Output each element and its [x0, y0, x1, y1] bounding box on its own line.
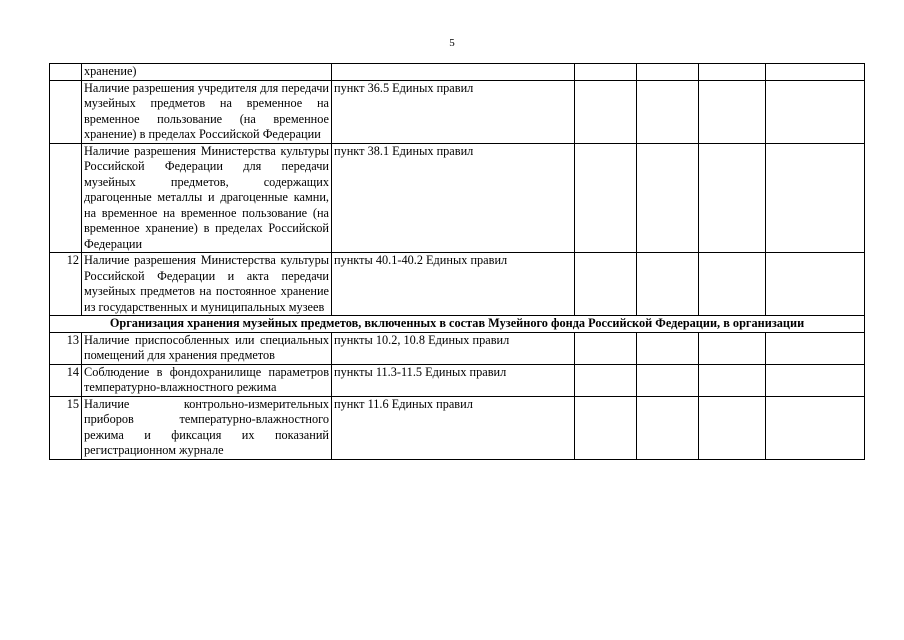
- empty-cell: [766, 80, 865, 143]
- reference-text: пункт 11.6 Единых правил: [332, 396, 575, 459]
- table-row: [50, 143, 865, 253]
- empty-cell: [766, 396, 865, 459]
- empty-cell: [699, 253, 766, 316]
- empty-cell: [699, 80, 766, 143]
- empty-cell: [575, 64, 637, 81]
- requirement-text: Соблюдение в фондохранилище параметров температурно-влажностного режима: [82, 364, 332, 396]
- empty-cell: [575, 332, 637, 364]
- requirement-text: хранение): [82, 64, 332, 81]
- row-number: 12: [50, 253, 82, 316]
- empty-cell: [575, 143, 637, 253]
- table-row: [50, 396, 865, 459]
- section-heading: Организация хранения музейных предметов, включенных в состав Музейного фонда Российской Федерации, в организации: [50, 316, 865, 333]
- requirement-text: Наличие контрольно-измерительных приборов температурно-влажностного режима и фиксация их показаний регистрационном журнале: [82, 396, 332, 459]
- table-row: [50, 64, 865, 81]
- reference-text: пункт 38.1 Единых правил: [332, 143, 575, 253]
- reference-text: пункт 36.5 Единых правил: [332, 80, 575, 143]
- requirement-text: Наличие разрешения Министерства культуры Российской Федерации и акта передачи музейных предметов на постоянное хранение из государственных и муниципальных музеев: [82, 253, 332, 316]
- requirement-text: Наличие разрешения Министерства культуры Российской Федерации для передачи музейных предметов, содержащих драгоценные металлы и драгоценные камни, на временное на временное пользование (на временное хранение) в пределах Российской Федерации: [82, 143, 332, 253]
- empty-cell: [766, 253, 865, 316]
- empty-cell: [699, 396, 766, 459]
- empty-cell: [637, 64, 699, 81]
- section-heading-row: [50, 316, 865, 333]
- empty-cell: [637, 80, 699, 143]
- table-row: [50, 253, 865, 316]
- empty-cell: [575, 364, 637, 396]
- empty-cell: [766, 332, 865, 364]
- requirement-text: Наличие разрешения учредителя для передачи музейных предметов на временное на временное пользование (на временное хранение) в пределах Российской Федерации: [82, 80, 332, 143]
- empty-cell: [637, 253, 699, 316]
- empty-cell: [766, 64, 865, 81]
- table-row: [50, 332, 865, 364]
- empty-cell: [637, 143, 699, 253]
- empty-cell: [699, 143, 766, 253]
- empty-cell: [637, 364, 699, 396]
- empty-cell: [699, 364, 766, 396]
- table-row: [50, 80, 865, 143]
- empty-cell: [699, 64, 766, 81]
- checklist-table: [49, 63, 865, 460]
- page-number: 5: [449, 37, 455, 49]
- empty-cell: [575, 80, 637, 143]
- reference-text: пункты 40.1-40.2 Единых правил: [332, 253, 575, 316]
- row-number: [50, 80, 82, 143]
- row-number: [50, 64, 82, 81]
- row-number: 13: [50, 332, 82, 364]
- reference-text: [332, 64, 575, 81]
- empty-cell: [637, 396, 699, 459]
- empty-cell: [637, 332, 699, 364]
- row-number: 15: [50, 396, 82, 459]
- table-row: [50, 364, 865, 396]
- empty-cell: [766, 364, 865, 396]
- empty-cell: [699, 332, 766, 364]
- row-number: 14: [50, 364, 82, 396]
- empty-cell: [766, 143, 865, 253]
- reference-text: пункты 11.3-11.5 Единых правил: [332, 364, 575, 396]
- empty-cell: [575, 396, 637, 459]
- reference-text: пункты 10.2, 10.8 Единых правил: [332, 332, 575, 364]
- empty-cell: [575, 253, 637, 316]
- requirement-text: Наличие приспособленных или специальных помещений для хранения предметов: [82, 332, 332, 364]
- row-number: [50, 143, 82, 253]
